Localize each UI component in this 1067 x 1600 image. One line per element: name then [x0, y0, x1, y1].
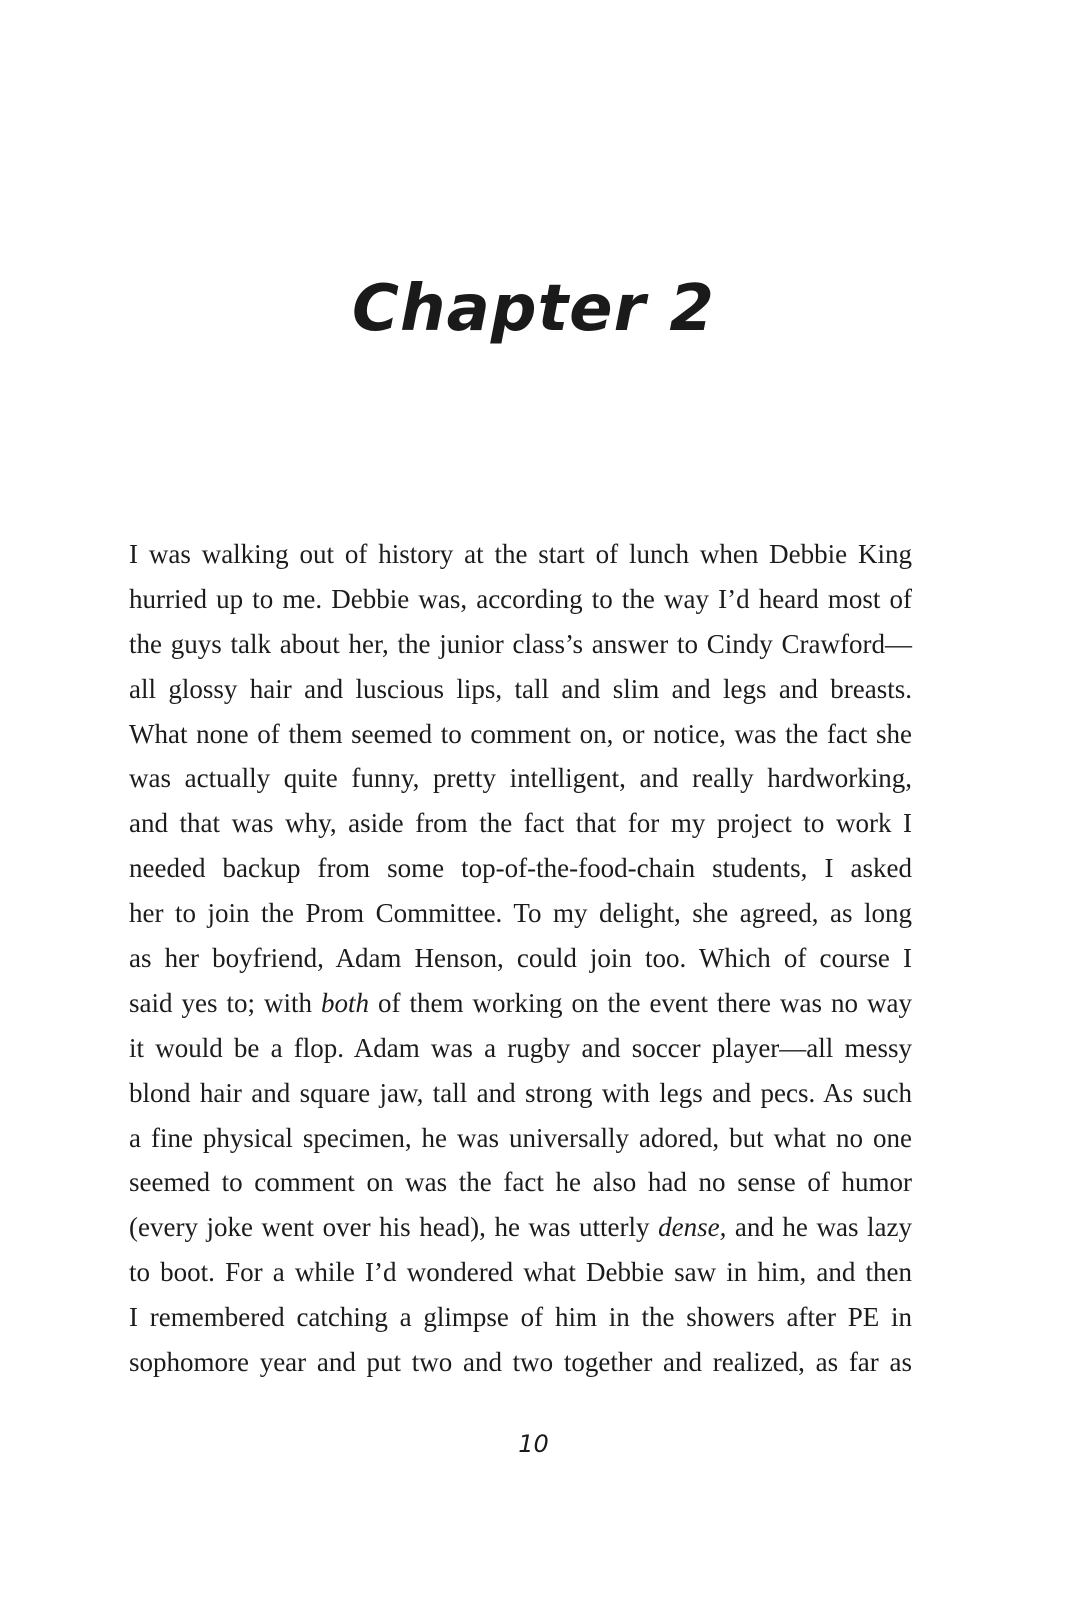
- emphasis-word: both: [321, 987, 370, 1018]
- text-line: seemed to comment on was the fact he also had no sense of humor: [129, 1167, 912, 1198]
- text-line: I was walking out of history at the start of lunch when Debbie King: [129, 539, 912, 569]
- text-line: a fine physical specimen, he was universally adored, but what no one: [129, 1122, 912, 1153]
- page-number: 10: [518, 1430, 549, 1458]
- emphasis-word: dense,: [658, 1212, 727, 1243]
- text-line: hurried up to me. Debbie was, according to the way I’d heard most of: [129, 583, 912, 614]
- text-line: it would be a flop. Adam was a rugby and soccer player—all messy: [129, 1032, 912, 1063]
- body-text: [129, 532, 912, 1385]
- text-line: all glossy hair and luscious lips, tall and slim and legs and breasts.: [129, 673, 912, 704]
- text-line: as her boyfriend, Adam Henson, could join too. Which of course I: [129, 943, 912, 974]
- text-line: the guys talk about her, the junior class’s answer to Cindy Crawford—: [129, 628, 912, 659]
- text-line: sophomore year and put two and two together and realized, as far as: [129, 1347, 912, 1378]
- text-line: [129, 1205, 912, 1250]
- text-line: needed backup from some top-of-the-food-chain students, I asked: [129, 853, 912, 884]
- text-segment: (every joke went over his head), he was utterly: [129, 1212, 659, 1243]
- chapter-title: Chapter 2: [352, 272, 715, 346]
- text-segment: and he was lazy: [726, 1212, 912, 1243]
- text-segment: said yes to; with: [129, 987, 322, 1018]
- text-line: [129, 981, 912, 1026]
- text-segment: of them working on the event there was no way: [369, 987, 912, 1018]
- text-line: What none of them seemed to comment on, or notice, was the fact she: [129, 718, 912, 749]
- text-line: her to join the Prom Committee. To my delight, she agreed, as long: [129, 898, 912, 929]
- text-line: to boot. For a while I’d wondered what Debbie saw in him, and then: [129, 1257, 912, 1288]
- text-line: and that was why, aside from the fact that for my project to work I: [129, 808, 912, 839]
- text-line: I remembered catching a glimpse of him in the showers after PE in: [129, 1302, 912, 1333]
- text-line: was actually quite funny, pretty intelligent, and really hardworking,: [129, 763, 912, 794]
- text-line: blond hair and square jaw, tall and strong with legs and pecs. As such: [129, 1077, 912, 1108]
